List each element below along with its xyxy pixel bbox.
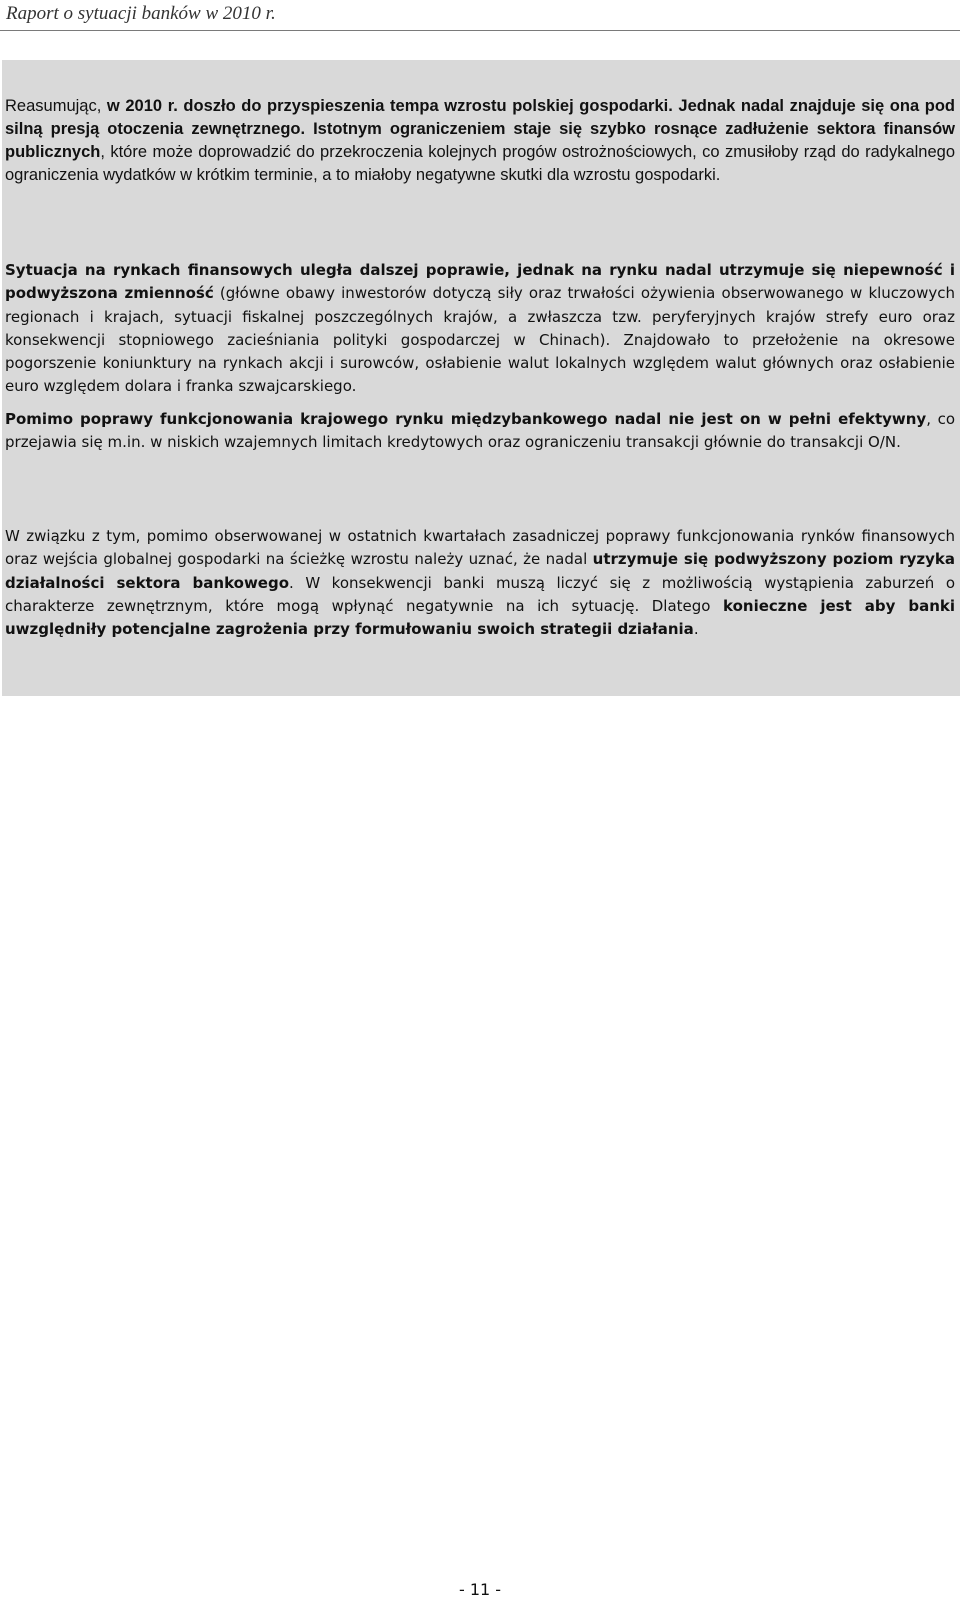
paragraph-summary [5,95,955,187]
text-run-bold: Sytuacja na rynkach finansowych uległa dalszej poprawie, jednak na rynku nadal utrzymuje się niepewność i podwyższona zmienność [5,261,955,303]
text-run-bold: konieczne jest aby banki uwzględniły potencjalne zagrożenia przy formułowaniu swoich strategii działania [5,596,956,639]
text-run-bold: Pomimo poprawy funkcjonowania krajowego rynku międzybankowego nadal nie jest on w pełni efektywny [5,410,927,428]
text-run: . [693,620,699,639]
paragraph-interbank-market [5,408,955,455]
report-title: Raport o sytuacji banków w 2010 r. [6,3,276,24]
page-number: - 11 - [458,1580,502,1599]
text-run: , co przejawia się m.in. w niskich wzajemnych limitach kredytowych oraz ograniczeniu transakcji głównie do transakcji O/N. [5,410,955,452]
text-run: W związku z tym, pomimo obserwowanej w ostatnich kwartałach zasadniczej poprawy funkcjonowania rynków finansowych oraz wejścia globalnej gospodarki na ścieżkę wzrostu należy uznać, że nadal [5,527,955,569]
text-run: Reasumując, [5,97,107,115]
paragraph-financial-markets [5,259,955,399]
text-run-bold: utrzymuje się podwyższony poziom ryzyka działalności sektora bankowego [5,550,955,592]
paragraph-conclusion [5,525,955,641]
text-run-bold: w 2010 r. doszło do przyspieszenia tempa wzrostu polskiej gospodarki. Jednak nadal znajduje się ona pod silną presją otoczenia zewnętrznego. Istotnym ograniczeniem staje się szybko rosnące zadłużenie sektora finansów publicznych [5,97,955,161]
text-run: . W konsekwencji banki muszą liczyć się z możliwością wystąpienia zaburzeń o charakterze zewnętrznym, które mogą wpłynąć negatywnie na ich sytuację. Dlatego [5,573,955,615]
text-run: (główne obawy inwestorów dotyczą siły oraz trwałości ożywienia obserwowanego w kluczowych regionach i krajach, sytuacji fiskalnej poszczególnych krajów, a zwłaszcza tzw. peryferyjnych krajów strefy euro oraz konsekwencji stopniowego zacieśniania polityki gospodarczej w Chinach). Znajdowało to przełożenie na okresowe pogorszenie koniunktury na rynkach akcji i surowców, osłabienie walut lokalnych względem walut głównych oraz osłabienie euro względem dolara i franka szwajcarskiego. [5,284,955,396]
text-run: , które może doprowadzić do przekroczenia kolejnych progów ostrożnościowych, co zmusiłoby rząd do radykalnego ograniczenia wydatków w krótkim terminie, a to miałoby negatywne skutki dla wzrostu gospodarki. [5,143,955,184]
page-header [0,0,960,31]
